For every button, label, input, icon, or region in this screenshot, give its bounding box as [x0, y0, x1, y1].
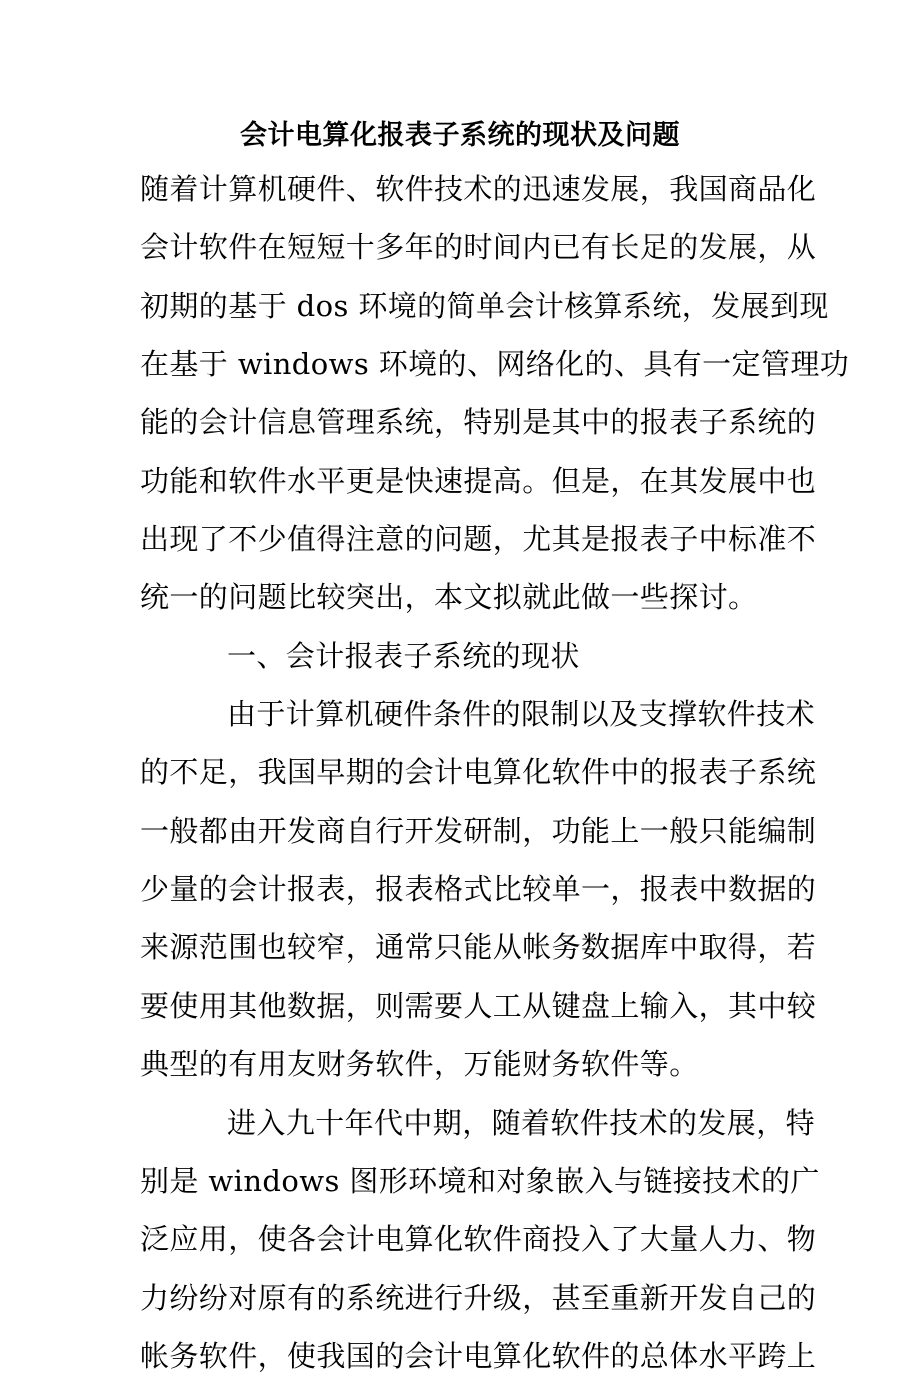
paragraph-line: 来源范围也较窄，通常只能从帐务数据库中取得，若: [140, 930, 817, 965]
paragraph-line: 帐务软件，使我国的会计电算化软件的总体水平跨上: [140, 1338, 817, 1373]
paragraph-line: 统一的问题比较突出，本文拟就此做一些探讨。: [140, 580, 758, 615]
paragraph-line: 少量的会计报表，报表格式比较单一，报表中数据的: [140, 872, 817, 907]
paragraph-line: 由于计算机硬件条件的限制以及支撑软件技术: [227, 697, 816, 732]
document-title: 会计电算化报表子系统的现状及问题: [240, 120, 680, 151]
paragraph-line: 力纷纷对原有的系统进行升级，甚至重新开发自己的: [140, 1280, 817, 1315]
paragraph-line: 的不足，我国早期的会计电算化软件中的报表子系统: [140, 755, 817, 790]
paragraph-line: 初期的基于 dos 环境的简单会计核算系统，发展到现: [140, 288, 829, 323]
paragraph-line: 泛应用，使各会计电算化软件商投入了大量人力、物: [140, 1222, 817, 1257]
section-heading: 一、会计报表子系统的现状: [227, 638, 580, 673]
paragraph-line: 典型的有用友财务软件，万能财务软件等。: [140, 1047, 699, 1082]
paragraph-line: 随着计算机硬件、软件技术的迅速发展，我国商品化: [140, 172, 817, 206]
paragraph-line: 在基于 windows 环境的、网络化的、具有一定管理功: [140, 347, 850, 382]
paragraph-line: 别是 windows 图形环境和对象嵌入与链接技术的广: [140, 1163, 820, 1198]
paragraph-line: 能的会计信息管理系统，特别是其中的报表子系统的: [140, 405, 817, 440]
paragraph-line: 功能和软件水平更是快速提高。但是，在其发展中也: [140, 463, 817, 498]
paragraph-line: 会计软件在短短十多年的时间内已有长足的发展，从: [140, 230, 817, 265]
paragraph-line: 一般都由开发商自行开发研制，功能上一般只能编制: [140, 813, 817, 848]
paragraph-line: 出现了不少值得注意的问题，尤其是报表子中标准不: [140, 522, 817, 557]
paragraph-line: 进入九十年代中期，随着软件技术的发展，特: [227, 1105, 816, 1140]
document-body: [140, 160, 850, 1385]
paragraph-line: 要使用其他数据，则需要人工从键盘上输入，其中较: [140, 988, 817, 1023]
